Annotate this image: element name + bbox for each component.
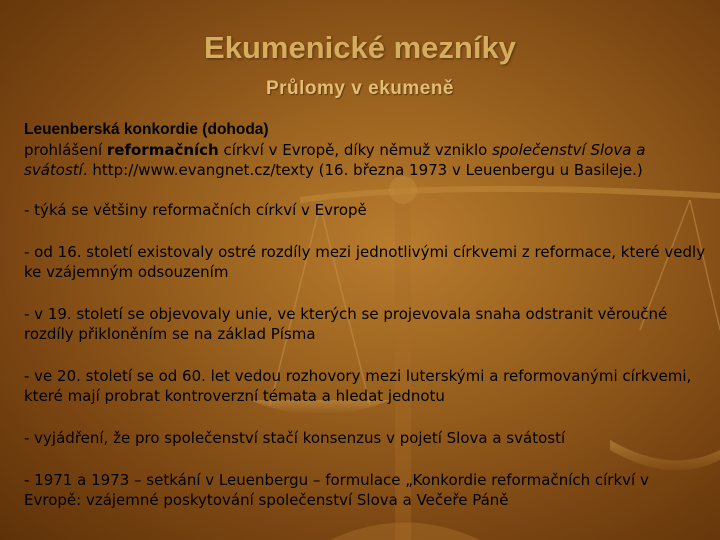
bullet-item: - od 16. století existovaly ostré rozdíly mezi jednotlivými církvemi z reformace, které vedly ke vzájemným odsouzením (24, 243, 706, 281)
slide-body (24, 120, 710, 532)
intro-text-part1: prohlášení (24, 141, 107, 159)
intro-text-bold: reformačních (106, 141, 219, 159)
bullet-item: - ve 20. století se od 60. let vedou rozhovory mezi luterskými a reformovanými církvemi, které mají probrat kontroverzní témata a hledat jednotu (24, 367, 692, 405)
bullet-item: - vyjádření, že pro společenství stačí konsenzus v pojetí Slova a svátostí (24, 429, 566, 447)
intro-text-part5: . http://www.evangnet.cz/texty (16. března 1973 v Leuenbergu u Basileje.) (82, 161, 643, 179)
intro-text (24, 140, 710, 180)
intro-text-part3: církví v Evropě, díky němuž vzniklo (218, 141, 493, 159)
slide-title: Ekumenické mezníky (204, 30, 516, 65)
intro-paragraph (24, 120, 710, 180)
intro-heading: Leuenberská konkordie (dohoda) (24, 121, 269, 138)
bullet-item: - týká se většiny reformačních církví v Evropě (24, 201, 367, 219)
bullet-item: - 1971 a 1973 – setkání v Leuenbergu – formulace „Konkordie reformačních církví v Evropě: vzájemné poskytování společenství Slova a Večeře Páně (24, 471, 649, 509)
slide-subtitle: Průlomy v ekumeně (265, 78, 455, 99)
bullet-item: - v 19. století se objevovaly unie, ve kterých se projevovala snaha odstranit věroučné rozdíly přikloněním se na základ Písma (24, 305, 668, 343)
intro-text-italic: společenství Slova a svátostí (24, 141, 646, 179)
